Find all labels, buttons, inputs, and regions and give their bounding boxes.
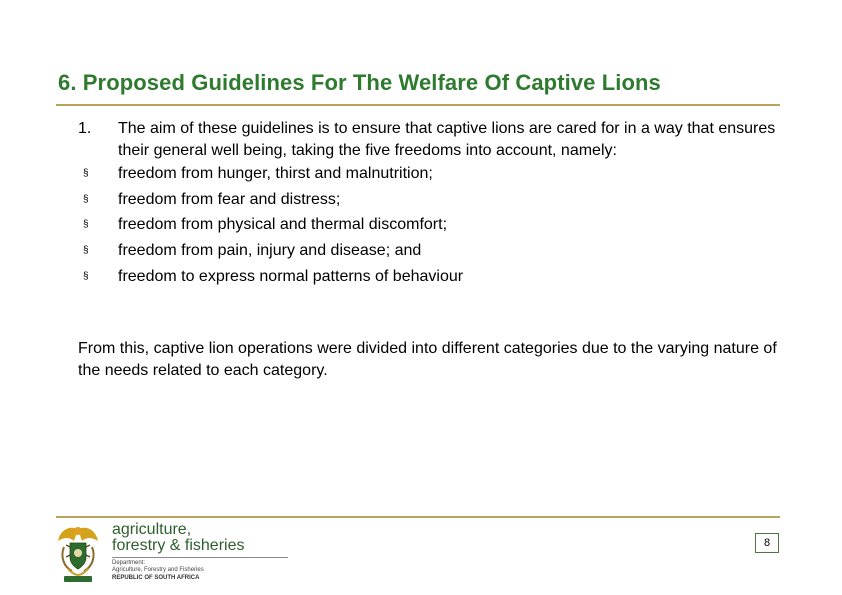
list-item — [78, 264, 778, 290]
list-item — [78, 238, 778, 264]
bullet-text: freedom from pain, injury and disease; and — [118, 242, 422, 260]
bullet-icon: § — [83, 168, 89, 179]
list-item-intro — [78, 116, 778, 161]
footer-divider — [56, 516, 780, 518]
bullet-text: freedom from physical and thermal discomfort; — [118, 216, 448, 234]
slide-title: 6. Proposed Guidelines For The Welfare Of Captive Lions — [58, 70, 661, 95]
title-divider — [56, 104, 780, 106]
intro-text: The aim of these guidelines is to ensure that captive lions are cared for in a way that ensures their general well being, taking the five freedoms into account, namely: — [118, 120, 776, 159]
bullet-text: freedom from hunger, thirst and malnutrition; — [118, 165, 433, 182]
logo-text-line2: forestry & fisheries — [112, 537, 245, 554]
department-label: Department: — [112, 560, 146, 566]
list-item — [78, 187, 778, 213]
summary-paragraph: From this, captive lion operations were divided into different categories due to the varying nature of the needs related to each category. — [78, 340, 777, 379]
bullet-icon: § — [83, 193, 89, 205]
guidelines-list — [78, 116, 778, 290]
bullet-text: freedom from fear and distress; — [118, 190, 341, 208]
list-number: 1. — [78, 120, 92, 137]
list-item — [78, 161, 778, 187]
bullet-icon: § — [83, 270, 89, 282]
logo-text-line1: agriculture, — [112, 521, 192, 538]
page-number: 8 — [755, 533, 779, 553]
list-item — [78, 212, 778, 238]
bullet-text: freedom to express normal patterns of behaviour — [118, 267, 464, 285]
bullet-icon: § — [83, 219, 89, 231]
department-name: Agriculture, Forestry and Fisheries — [112, 567, 204, 573]
department-logo — [56, 521, 296, 587]
bullet-icon: § — [83, 245, 89, 257]
country-name: REPUBLIC OF SOUTH AFRICA — [112, 575, 200, 581]
logo-separator — [112, 557, 288, 558]
coat-of-arms-icon — [56, 523, 100, 585]
